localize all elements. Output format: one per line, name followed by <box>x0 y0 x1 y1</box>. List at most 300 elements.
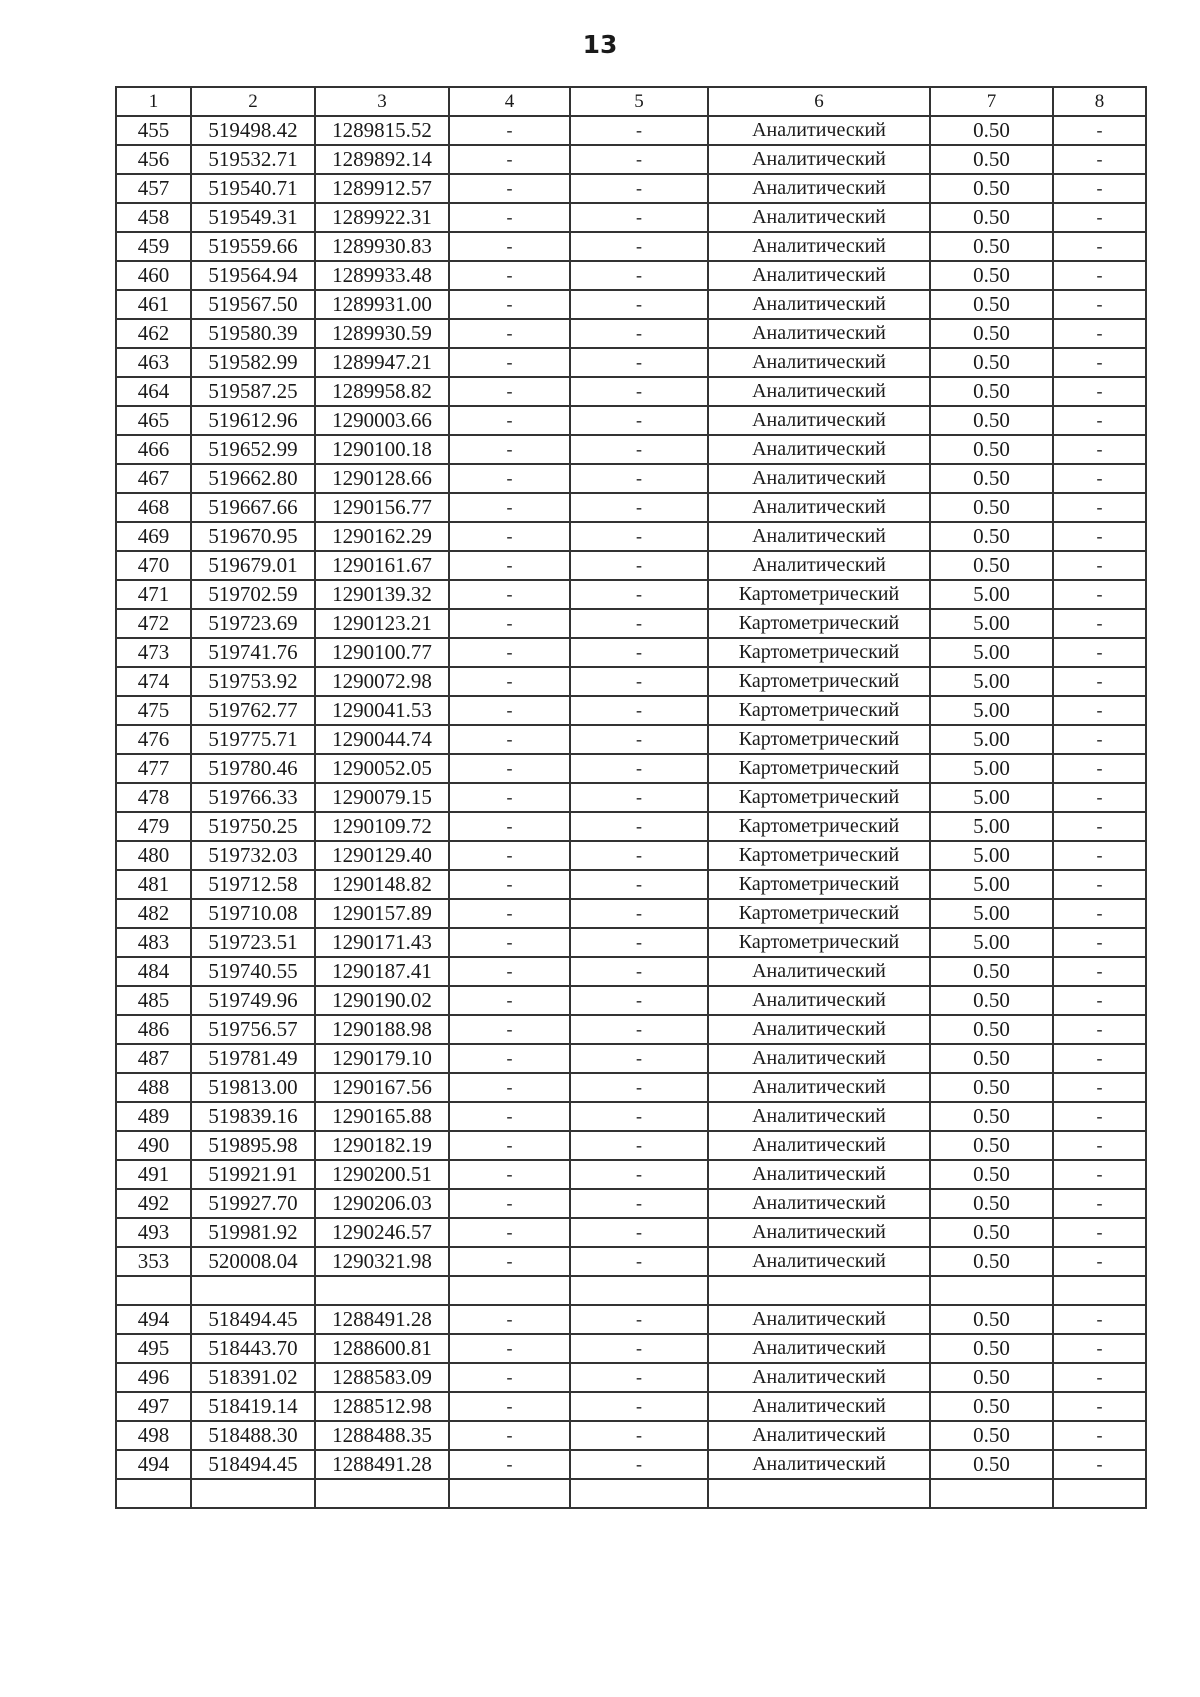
x-coordinate-cell: 519567.50 <box>191 290 315 319</box>
point-number-cell: 473 <box>116 638 191 667</box>
column-8-cell: - <box>1053 1189 1146 1218</box>
method-cell: Аналитический <box>708 1160 930 1189</box>
point-number-cell: 480 <box>116 841 191 870</box>
column-5-cell: - <box>570 435 708 464</box>
y-coordinate-cell: 1290188.98 <box>315 1015 449 1044</box>
x-coordinate-cell: 519780.46 <box>191 754 315 783</box>
y-coordinate-cell: 1289958.82 <box>315 377 449 406</box>
y-coordinate-cell: 1290200.51 <box>315 1160 449 1189</box>
table-row <box>116 1131 1146 1160</box>
column-5-cell: - <box>570 928 708 957</box>
x-coordinate-cell: 519723.69 <box>191 609 315 638</box>
accuracy-cell: 0.50 <box>930 493 1053 522</box>
x-coordinate-cell: 519702.59 <box>191 580 315 609</box>
column-4-cell: - <box>449 957 570 986</box>
column-4-cell: - <box>449 841 570 870</box>
column-8-cell: - <box>1053 812 1146 841</box>
y-coordinate-cell: 1290052.05 <box>315 754 449 783</box>
x-coordinate-cell: 518488.30 <box>191 1421 315 1450</box>
column-4-cell: - <box>449 1450 570 1479</box>
column-5-cell: - <box>570 1044 708 1073</box>
column-4-cell: - <box>449 609 570 638</box>
y-coordinate-cell: 1290182.19 <box>315 1131 449 1160</box>
method-cell: Аналитический <box>708 464 930 493</box>
point-number-cell: 478 <box>116 783 191 812</box>
column-5-cell: - <box>570 1450 708 1479</box>
column-4-cell: - <box>449 783 570 812</box>
column-5-cell: - <box>570 290 708 319</box>
column-5-cell: - <box>570 841 708 870</box>
x-coordinate-cell: 518494.45 <box>191 1305 315 1334</box>
column-8-cell: - <box>1053 1450 1146 1479</box>
column-4-cell <box>449 1276 570 1305</box>
table-row <box>116 116 1146 145</box>
table-row <box>116 406 1146 435</box>
x-coordinate-cell: 519775.71 <box>191 725 315 754</box>
table-row <box>116 1247 1146 1276</box>
x-coordinate-cell: 519732.03 <box>191 841 315 870</box>
column-5-cell: - <box>570 1160 708 1189</box>
column-8-cell: - <box>1053 870 1146 899</box>
column-8-cell: - <box>1053 493 1146 522</box>
table-row <box>116 870 1146 899</box>
point-number-cell: 494 <box>116 1305 191 1334</box>
method-cell: Аналитический <box>708 1131 930 1160</box>
x-coordinate-cell: 519662.80 <box>191 464 315 493</box>
accuracy-cell: 0.50 <box>930 1073 1053 1102</box>
table-row <box>116 609 1146 638</box>
method-cell: Аналитический <box>708 377 930 406</box>
accuracy-cell: 0.50 <box>930 290 1053 319</box>
column-5-cell: - <box>570 696 708 725</box>
column-header-1: 1 <box>116 87 191 116</box>
table-row <box>116 1044 1146 1073</box>
method-cell: Аналитический <box>708 1015 930 1044</box>
y-coordinate-cell: 1290128.66 <box>315 464 449 493</box>
table-row <box>116 754 1146 783</box>
accuracy-cell: 0.50 <box>930 1305 1053 1334</box>
column-4-cell: - <box>449 493 570 522</box>
column-8-cell <box>1053 1479 1146 1508</box>
method-cell: Картометрический <box>708 638 930 667</box>
y-coordinate-cell: 1290100.77 <box>315 638 449 667</box>
y-coordinate-cell: 1290072.98 <box>315 667 449 696</box>
column-header-7: 7 <box>930 87 1053 116</box>
column-5-cell: - <box>570 1189 708 1218</box>
accuracy-cell: 0.50 <box>930 232 1053 261</box>
column-8-cell: - <box>1053 1073 1146 1102</box>
column-4-cell: - <box>449 1334 570 1363</box>
point-number-cell: 464 <box>116 377 191 406</box>
column-5-cell: - <box>570 145 708 174</box>
accuracy-cell: 0.50 <box>930 319 1053 348</box>
point-number-cell: 484 <box>116 957 191 986</box>
point-number-cell: 459 <box>116 232 191 261</box>
y-coordinate-cell: 1290246.57 <box>315 1218 449 1247</box>
column-4-cell: - <box>449 1073 570 1102</box>
column-5-cell: - <box>570 464 708 493</box>
method-cell <box>708 1276 930 1305</box>
column-8-cell: - <box>1053 1131 1146 1160</box>
column-4-cell: - <box>449 203 570 232</box>
table-row <box>116 1334 1146 1363</box>
column-4-cell: - <box>449 1218 570 1247</box>
column-5-cell: - <box>570 1131 708 1160</box>
y-coordinate-cell: 1288600.81 <box>315 1334 449 1363</box>
column-4-cell: - <box>449 986 570 1015</box>
column-8-cell: - <box>1053 725 1146 754</box>
x-coordinate-cell: 519710.08 <box>191 899 315 928</box>
table-row <box>116 783 1146 812</box>
point-number-cell: 485 <box>116 986 191 1015</box>
column-5-cell: - <box>570 1218 708 1247</box>
column-5-cell: - <box>570 1102 708 1131</box>
method-cell: Аналитический <box>708 1218 930 1247</box>
x-coordinate-cell: 519921.91 <box>191 1160 315 1189</box>
point-number-cell: 468 <box>116 493 191 522</box>
table-row <box>116 1363 1146 1392</box>
column-4-cell: - <box>449 261 570 290</box>
column-4-cell: - <box>449 696 570 725</box>
column-8-cell: - <box>1053 232 1146 261</box>
x-coordinate-cell: 519756.57 <box>191 1015 315 1044</box>
point-number-cell: 492 <box>116 1189 191 1218</box>
y-coordinate-cell: 1290148.82 <box>315 870 449 899</box>
x-coordinate-cell: 519549.31 <box>191 203 315 232</box>
method-cell: Аналитический <box>708 1044 930 1073</box>
method-cell: Аналитический <box>708 551 930 580</box>
column-5-cell: - <box>570 1334 708 1363</box>
point-number-cell: 469 <box>116 522 191 551</box>
x-coordinate-cell: 519564.94 <box>191 261 315 290</box>
column-4-cell: - <box>449 551 570 580</box>
column-8-cell: - <box>1053 928 1146 957</box>
table-row <box>116 1305 1146 1334</box>
table-row <box>116 1450 1146 1479</box>
column-5-cell: - <box>570 522 708 551</box>
accuracy-cell: 0.50 <box>930 1102 1053 1131</box>
accuracy-cell: 5.00 <box>930 783 1053 812</box>
table-row <box>116 290 1146 319</box>
column-4-cell <box>449 1479 570 1508</box>
accuracy-cell: 0.50 <box>930 174 1053 203</box>
accuracy-cell: 0.50 <box>930 957 1053 986</box>
y-coordinate-cell: 1289947.21 <box>315 348 449 377</box>
column-5-cell: - <box>570 1073 708 1102</box>
column-5-cell: - <box>570 870 708 899</box>
column-5-cell: - <box>570 609 708 638</box>
column-8-cell: - <box>1053 899 1146 928</box>
point-number-cell: 460 <box>116 261 191 290</box>
accuracy-cell: 0.50 <box>930 1363 1053 1392</box>
point-number-cell: 457 <box>116 174 191 203</box>
column-4-cell: - <box>449 1160 570 1189</box>
table-row <box>116 203 1146 232</box>
column-8-cell: - <box>1053 1015 1146 1044</box>
method-cell: Картометрический <box>708 609 930 638</box>
column-8-cell: - <box>1053 754 1146 783</box>
point-number-cell: 470 <box>116 551 191 580</box>
y-coordinate-cell: 1289815.52 <box>315 116 449 145</box>
point-number-cell: 486 <box>116 1015 191 1044</box>
table-row <box>116 551 1146 580</box>
point-number-cell: 488 <box>116 1073 191 1102</box>
table-row <box>116 377 1146 406</box>
table-row <box>116 1421 1146 1450</box>
column-5-cell: - <box>570 319 708 348</box>
column-8-cell: - <box>1053 377 1146 406</box>
table-row <box>116 1015 1146 1044</box>
x-coordinate-cell: 519753.92 <box>191 667 315 696</box>
column-8-cell: - <box>1053 174 1146 203</box>
y-coordinate-cell: 1290167.56 <box>315 1073 449 1102</box>
column-8-cell: - <box>1053 435 1146 464</box>
accuracy-cell: 5.00 <box>930 638 1053 667</box>
column-4-cell: - <box>449 435 570 464</box>
column-header-6: 6 <box>708 87 930 116</box>
table-row <box>116 638 1146 667</box>
column-4-cell: - <box>449 928 570 957</box>
method-cell: Аналитический <box>708 1363 930 1392</box>
column-8-cell: - <box>1053 406 1146 435</box>
y-coordinate-cell: 1289930.83 <box>315 232 449 261</box>
table-row <box>116 232 1146 261</box>
column-4-cell: - <box>449 870 570 899</box>
y-coordinate-cell: 1290157.89 <box>315 899 449 928</box>
column-5-cell: - <box>570 493 708 522</box>
accuracy-cell: 0.50 <box>930 464 1053 493</box>
table-row <box>116 1392 1146 1421</box>
method-cell: Аналитический <box>708 348 930 377</box>
y-coordinate-cell: 1290179.10 <box>315 1044 449 1073</box>
point-number-cell: 353 <box>116 1247 191 1276</box>
column-4-cell: - <box>449 1044 570 1073</box>
y-coordinate-cell: 1288512.98 <box>315 1392 449 1421</box>
method-cell <box>708 1479 930 1508</box>
point-number-cell: 482 <box>116 899 191 928</box>
column-5-cell: - <box>570 1015 708 1044</box>
column-8-cell: - <box>1053 638 1146 667</box>
y-coordinate-cell: 1288488.35 <box>315 1421 449 1450</box>
method-cell: Аналитический <box>708 203 930 232</box>
x-coordinate-cell: 519749.96 <box>191 986 315 1015</box>
x-coordinate-cell: 519612.96 <box>191 406 315 435</box>
table-row <box>116 986 1146 1015</box>
column-header-4: 4 <box>449 87 570 116</box>
method-cell: Аналитический <box>708 957 930 986</box>
column-8-cell: - <box>1053 1421 1146 1450</box>
method-cell: Аналитический <box>708 116 930 145</box>
column-header-8: 8 <box>1053 87 1146 116</box>
column-4-cell: - <box>449 1015 570 1044</box>
column-4-cell: - <box>449 116 570 145</box>
column-5-cell: - <box>570 957 708 986</box>
column-5-cell: - <box>570 1305 708 1334</box>
column-header-5: 5 <box>570 87 708 116</box>
y-coordinate-cell: 1290171.43 <box>315 928 449 957</box>
column-4-cell: - <box>449 1421 570 1450</box>
y-coordinate-cell: 1289930.59 <box>315 319 449 348</box>
accuracy-cell: 0.50 <box>930 1160 1053 1189</box>
method-cell: Аналитический <box>708 174 930 203</box>
accuracy-cell: 5.00 <box>930 580 1053 609</box>
method-cell: Аналитический <box>708 1421 930 1450</box>
table-row <box>116 812 1146 841</box>
accuracy-cell: 0.50 <box>930 203 1053 232</box>
column-8-cell: - <box>1053 1334 1146 1363</box>
x-coordinate-cell: 519813.00 <box>191 1073 315 1102</box>
method-cell: Аналитический <box>708 1392 930 1421</box>
column-4-cell: - <box>449 580 570 609</box>
accuracy-cell: 0.50 <box>930 116 1053 145</box>
x-coordinate-cell: 519895.98 <box>191 1131 315 1160</box>
column-4-cell: - <box>449 667 570 696</box>
point-number-cell: 472 <box>116 609 191 638</box>
table-row <box>116 319 1146 348</box>
column-4-cell: - <box>449 232 570 261</box>
x-coordinate-cell: 519587.25 <box>191 377 315 406</box>
x-coordinate-cell: 519582.99 <box>191 348 315 377</box>
column-8-cell: - <box>1053 348 1146 377</box>
method-cell: Аналитический <box>708 1334 930 1363</box>
column-4-cell: - <box>449 1102 570 1131</box>
accuracy-cell <box>930 1276 1053 1305</box>
x-coordinate-cell: 519741.76 <box>191 638 315 667</box>
column-5-cell: - <box>570 1247 708 1276</box>
accuracy-cell: 5.00 <box>930 754 1053 783</box>
y-coordinate-cell: 1290003.66 <box>315 406 449 435</box>
method-cell: Аналитический <box>708 986 930 1015</box>
accuracy-cell: 0.50 <box>930 1392 1053 1421</box>
column-4-cell: - <box>449 725 570 754</box>
column-8-cell: - <box>1053 1218 1146 1247</box>
accuracy-cell: 0.50 <box>930 406 1053 435</box>
column-4-cell: - <box>449 1131 570 1160</box>
y-coordinate-cell: 1289912.57 <box>315 174 449 203</box>
column-5-cell: - <box>570 203 708 232</box>
method-cell: Аналитический <box>708 1189 930 1218</box>
column-4-cell: - <box>449 1392 570 1421</box>
accuracy-cell: 0.50 <box>930 1189 1053 1218</box>
y-coordinate-cell: 1289933.48 <box>315 261 449 290</box>
x-coordinate-cell: 519723.51 <box>191 928 315 957</box>
column-8-cell: - <box>1053 1044 1146 1073</box>
method-cell: Аналитический <box>708 1450 930 1479</box>
point-number-cell: 497 <box>116 1392 191 1421</box>
table-row <box>116 1276 1146 1305</box>
point-number-cell: 455 <box>116 116 191 145</box>
accuracy-cell: 0.50 <box>930 1015 1053 1044</box>
y-coordinate-cell: 1289922.31 <box>315 203 449 232</box>
column-5-cell: - <box>570 899 708 928</box>
column-4-cell: - <box>449 319 570 348</box>
column-5-cell: - <box>570 1363 708 1392</box>
method-cell: Аналитический <box>708 290 930 319</box>
method-cell: Картометрический <box>708 667 930 696</box>
column-5-cell <box>570 1276 708 1305</box>
y-coordinate-cell: 1290041.53 <box>315 696 449 725</box>
column-4-cell: - <box>449 1189 570 1218</box>
point-number-cell: 458 <box>116 203 191 232</box>
column-8-cell: - <box>1053 667 1146 696</box>
table-row <box>116 667 1146 696</box>
table-row <box>116 957 1146 986</box>
x-coordinate-cell: 519839.16 <box>191 1102 315 1131</box>
column-4-cell: - <box>449 464 570 493</box>
column-4-cell: - <box>449 812 570 841</box>
column-5-cell: - <box>570 348 708 377</box>
x-coordinate-cell <box>191 1479 315 1508</box>
x-coordinate-cell: 519559.66 <box>191 232 315 261</box>
x-coordinate-cell: 519762.77 <box>191 696 315 725</box>
accuracy-cell: 5.00 <box>930 928 1053 957</box>
y-coordinate-cell: 1290162.29 <box>315 522 449 551</box>
y-coordinate-cell <box>315 1479 449 1508</box>
accuracy-cell: 5.00 <box>930 841 1053 870</box>
x-coordinate-cell: 520008.04 <box>191 1247 315 1276</box>
y-coordinate-cell: 1288583.09 <box>315 1363 449 1392</box>
method-cell: Картометрический <box>708 928 930 957</box>
method-cell: Аналитический <box>708 319 930 348</box>
method-cell: Картометрический <box>708 580 930 609</box>
y-coordinate-cell: 1290190.02 <box>315 986 449 1015</box>
method-cell: Аналитический <box>708 1073 930 1102</box>
method-cell: Картометрический <box>708 870 930 899</box>
column-8-cell: - <box>1053 783 1146 812</box>
point-number-cell: 466 <box>116 435 191 464</box>
accuracy-cell: 0.50 <box>930 1421 1053 1450</box>
accuracy-cell: 0.50 <box>930 522 1053 551</box>
column-8-cell: - <box>1053 580 1146 609</box>
point-number-cell: 475 <box>116 696 191 725</box>
x-coordinate-cell: 518391.02 <box>191 1363 315 1392</box>
method-cell: Картометрический <box>708 754 930 783</box>
point-number-cell: 467 <box>116 464 191 493</box>
table-row <box>116 522 1146 551</box>
column-5-cell: - <box>570 551 708 580</box>
x-coordinate-cell: 519750.25 <box>191 812 315 841</box>
point-number-cell: 471 <box>116 580 191 609</box>
point-number-cell: 476 <box>116 725 191 754</box>
column-8-cell <box>1053 1276 1146 1305</box>
point-number-cell: 490 <box>116 1131 191 1160</box>
column-8-cell: - <box>1053 841 1146 870</box>
y-coordinate-cell: 1290100.18 <box>315 435 449 464</box>
point-number-cell: 489 <box>116 1102 191 1131</box>
method-cell: Картометрический <box>708 812 930 841</box>
table-row <box>116 725 1146 754</box>
method-cell: Картометрический <box>708 783 930 812</box>
table-row <box>116 493 1146 522</box>
column-8-cell: - <box>1053 522 1146 551</box>
column-4-cell: - <box>449 522 570 551</box>
column-5-cell: - <box>570 174 708 203</box>
accuracy-cell: 0.50 <box>930 377 1053 406</box>
point-number-cell: 465 <box>116 406 191 435</box>
x-coordinate-cell: 519670.95 <box>191 522 315 551</box>
y-coordinate-cell: 1288491.28 <box>315 1305 449 1334</box>
table-row <box>116 435 1146 464</box>
column-5-cell: - <box>570 812 708 841</box>
method-cell: Аналитический <box>708 493 930 522</box>
column-8-cell: - <box>1053 145 1146 174</box>
column-4-cell: - <box>449 290 570 319</box>
column-8-cell: - <box>1053 957 1146 986</box>
accuracy-cell: 0.50 <box>930 551 1053 580</box>
x-coordinate-cell: 519580.39 <box>191 319 315 348</box>
column-5-cell: - <box>570 783 708 812</box>
method-cell: Аналитический <box>708 406 930 435</box>
